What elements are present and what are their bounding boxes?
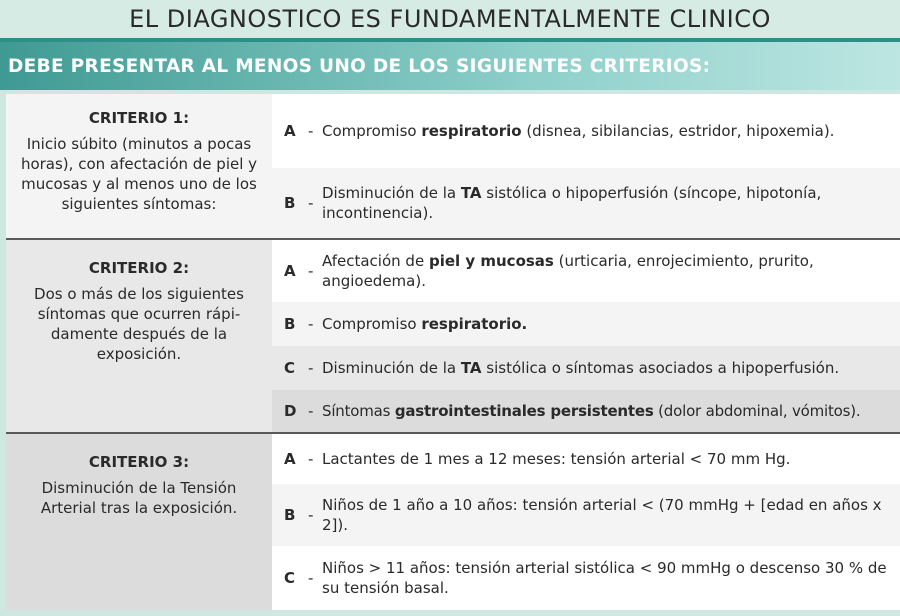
item-text: Disminución de la TA sistólica o síntomas asociados a hipoperfusión. <box>322 359 840 377</box>
criterion-3-heading: CRITERIO 3: <box>88 453 190 471</box>
item-dash: - <box>308 262 314 280</box>
criterion-3-item-c <box>272 546 900 610</box>
criterion-1-item-b <box>272 168 900 238</box>
criterion-2-item-b <box>272 302 900 346</box>
item-letter: A <box>284 450 296 468</box>
item-dash: - <box>308 359 314 377</box>
item-dash: - <box>308 506 314 524</box>
item-text: Lactantes de 1 mes a 12 meses: tensión arterial < 70 mm Hg. <box>322 450 791 468</box>
item-text: Síntomas gastrointestinales persistentes (dolor abdominal, vómitos). <box>322 402 861 420</box>
item-dash: - <box>308 122 314 140</box>
item-letter: A <box>284 122 296 140</box>
title-text: EL DIAGNOSTICO ES FUNDAMENTALMENTE CLINICO <box>129 5 771 33</box>
subtitle-banner <box>0 42 900 90</box>
item-letter: B <box>284 315 296 333</box>
criterion-1-items <box>272 94 900 238</box>
item-text: Disminución de la TA sistólica o hipoperfusión (síncope, hipotonía, incontinencia). <box>322 184 822 222</box>
criterion-2-item-a <box>272 240 900 302</box>
item-letter: B <box>284 194 296 212</box>
item-letter: B <box>284 506 296 524</box>
criterion-2-item-c <box>272 346 900 390</box>
criterion-2-items <box>272 240 900 432</box>
item-text: Afectación de piel y mucosas (urticaria, enrojecimiento, prurito, angioedema). <box>322 252 814 290</box>
criterion-1-description: Inicio súbito (minutos a pocas horas), con afectación de piel y mucosas y al menos uno de los siguientes síntomas: <box>20 135 258 213</box>
item-dash: - <box>308 315 314 333</box>
criterion-1-heading: CRITERIO 1: <box>88 109 190 127</box>
criterion-1-item-a <box>272 94 900 168</box>
item-letter: D <box>284 402 297 420</box>
item-dash: - <box>308 569 314 587</box>
item-dash: - <box>308 402 314 420</box>
criterion-3 <box>6 434 900 610</box>
criteria-table <box>6 94 900 610</box>
criterion-2-item-d <box>272 390 900 432</box>
item-text: Niños de 1 año a 10 años: tensión arterial < (70 mmHg + [edad en años x 2]). <box>322 496 882 534</box>
item-dash: - <box>308 450 314 468</box>
criterion-1-summary <box>6 94 272 238</box>
item-letter: A <box>284 262 296 280</box>
criterion-3-description: Disminución de la Tensión Arterial tras la exposición. <box>40 479 238 517</box>
item-letter: C <box>284 569 296 587</box>
criterion-3-summary <box>6 434 272 610</box>
subtitle-text: DEBE PRESENTAR AL MENOS UNO DE LOS SIGUIENTES CRITERIOS: <box>8 55 711 77</box>
criterion-2 <box>6 240 900 434</box>
page-title <box>0 0 900 38</box>
criterion-1 <box>6 94 900 240</box>
criterion-3-item-a <box>272 434 900 484</box>
item-dash: - <box>308 194 314 212</box>
criterion-2-summary <box>6 240 272 432</box>
item-letter: C <box>284 359 296 377</box>
criterion-2-description: Dos o más de los siguientes síntomas que ocurren rápi-damente después de la exposición. <box>34 285 244 363</box>
criterion-3-item-b <box>272 484 900 546</box>
item-text: Compromiso respiratorio. <box>322 315 528 333</box>
item-text: Niños > 11 años: tensión arterial sistólica < 90 mmHg o descenso 30 % de su tensión basal. <box>322 559 887 597</box>
item-text: Compromiso respiratorio (disnea, sibilancias, estridor, hipoxemia). <box>322 122 835 140</box>
criterion-2-heading: CRITERIO 2: <box>88 259 190 277</box>
criterion-3-items <box>272 434 900 610</box>
